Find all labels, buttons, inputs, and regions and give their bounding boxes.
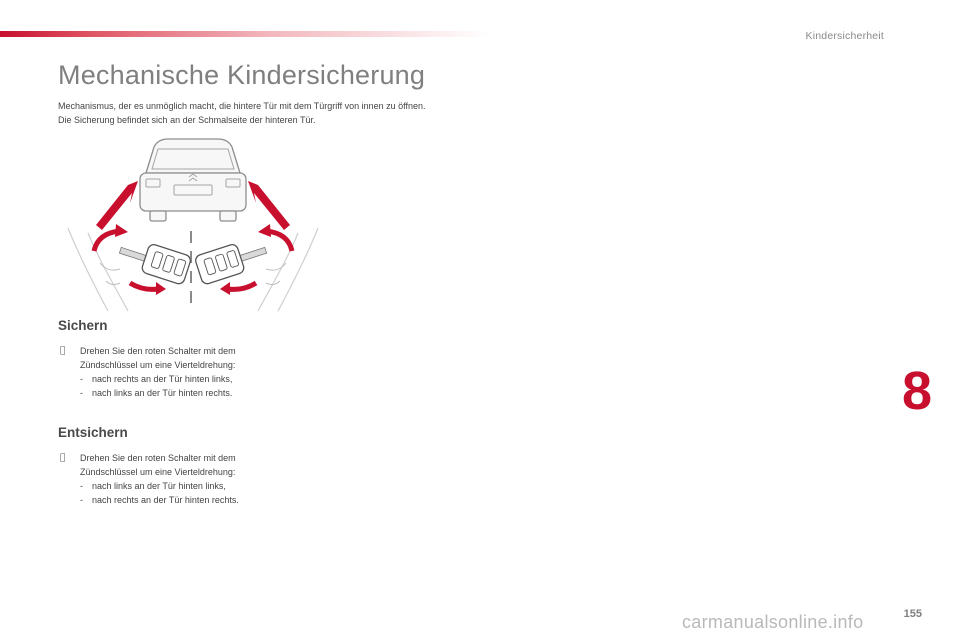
key-left-icon (94, 224, 192, 295)
intro-line-1: Mechanismus, der es unmöglich macht, die hintere Tür mit dem Türgriff von innen zu öffnen. (58, 101, 426, 111)
checkbox-bullet-icon (60, 451, 65, 465)
step-sichern (58, 344, 418, 400)
step-line-2: Zündschlüssel um eine Vierteldrehung: (80, 467, 236, 477)
step-line-1: Drehen Sie den roten Schalter mit dem (80, 453, 236, 463)
checkbox-bullet-icon (60, 344, 65, 358)
header-accent-bar (0, 31, 490, 37)
child-lock-key-illustration (58, 133, 328, 313)
section-entsichern (58, 425, 418, 507)
heading-entsichern: Entsichern (58, 425, 128, 440)
sub-item: - nach links an der Tür hinten rechts. (80, 388, 233, 398)
page-title: Mechanische Kindersicherung (58, 60, 426, 90)
step-entsichern (58, 451, 418, 507)
key-right-icon (194, 224, 292, 295)
sub-item: - nach rechts an der Tür hinten rechts. (80, 495, 239, 505)
arrow-left-icon (96, 181, 138, 230)
heading-sichern: Sichern (58, 318, 108, 333)
car-rear-icon (140, 139, 246, 221)
sub-item: - nach links an der Tür hinten links, (80, 481, 226, 491)
arrow-right-icon (248, 181, 290, 230)
chapter-number: 8 (902, 361, 933, 421)
step-line-2: Zündschlüssel um eine Vierteldrehung: (80, 360, 236, 370)
section-header: Kindersicherheit (805, 30, 884, 42)
watermark: carmanualsonline.info (682, 612, 864, 632)
sub-item: - nach rechts an der Tür hinten links, (80, 374, 233, 384)
step-line-1: Drehen Sie den roten Schalter mit dem (80, 346, 236, 356)
intro-line-2: Die Sicherung befindet sich an der Schmalseite der hinteren Tür. (58, 115, 316, 125)
intro-text (58, 99, 578, 127)
section-sichern (58, 318, 418, 400)
page-number: 155 (903, 608, 922, 620)
